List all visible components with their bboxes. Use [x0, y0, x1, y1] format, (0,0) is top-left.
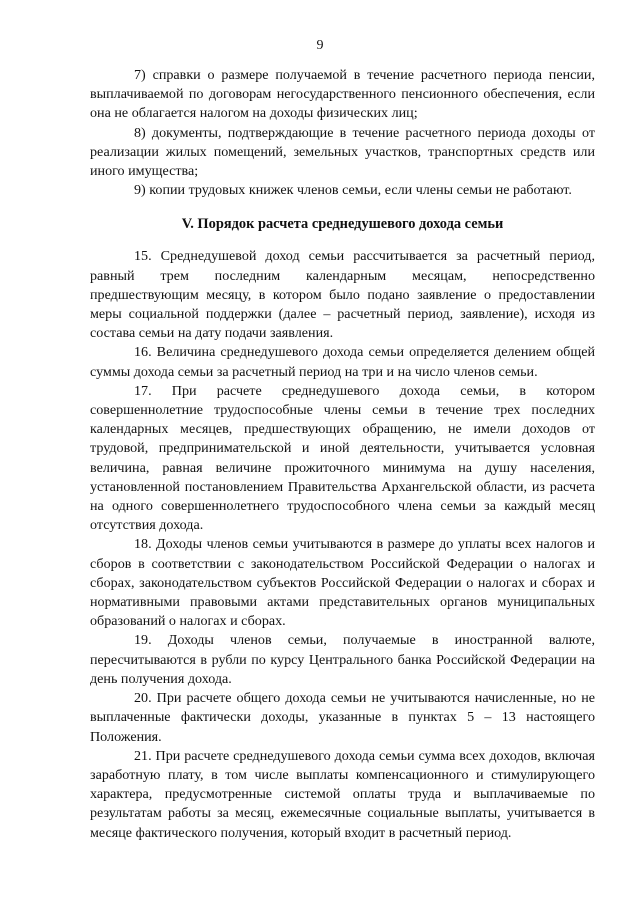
paragraph-18: 18. Доходы членов семьи учитываются в размере до уплаты всех налогов и сборов в соответствии с законодательством Российской Федерации о налогах и сборах, законодательством субъектов Российской Федерации о налогах и сборах и нормативными правовыми актами представительных органов муниципальных образований о налогах и сборах.	[90, 536, 595, 630]
page-number: 9	[316, 38, 324, 53]
list-item-9: 9) копии трудовых книжек членов семьи, если члены семьи не работают.	[134, 182, 572, 199]
section-heading: V. Порядок расчета среднедушевого дохода семьи	[181, 216, 504, 233]
paragraph-15: 15. Среднедушевой доход семьи рассчитывается за расчетный период, равный трем последним календарным месяцам, непосредственно предшествующим месяцу, в котором было подано заявление о предоставлении меры социальной поддержки (далее – расчетный период, заявление), исходя из состава семьи на дату подачи заявления.	[90, 248, 595, 342]
list-item-7: 7) справки о размере получаемой в течение расчетного периода пенсии, выплачиваемой по договорам негосударственного пенсионного обеспечения, если она не облагается налогом на доходы физических лиц;	[90, 67, 595, 122]
list-item-8: 8) документы, подтверждающие в течение расчетного периода доходы от реализации жилых помещений, земельных участков, транспортных средств или иного имущества;	[90, 124, 595, 180]
paragraph-17: 17. При расчете среднедушевого дохода семьи, в котором совершеннолетние трудоспособные члены семьи в течение трех последних календарных месяцев, предшествующих обращению, не имели доходов от трудовой, предпринимательской и иной деятельности, учитывается условная величина, равная величине прожиточного минимума на душу населения, установленной постановлением Правительства Архангельской области, из расчета на одного совершеннолетнего трудоспособного члена семьи за каждый месяц отсутствия дохода.	[90, 382, 595, 534]
paragraph-20: 20. При расчете общего дохода семьи не учитываются начисленные, но не выплаченные фактически доходы, указанные в пунктах 5 – 13 настоящего Положения.	[90, 690, 595, 745]
document-body	[90, 66, 595, 843]
paragraph-19: 19. Доходы членов семьи, получаемые в иностранной валюте, пересчитываются в рубли по курсу Центрального банка Российской Федерации на день получения дохода.	[90, 632, 595, 687]
paragraph-16: 16. Величина среднедушевого дохода семьи определяется делением общей суммы дохода семьи за расчетный период на три и на число членов семьи.	[90, 344, 595, 380]
paragraph-21: 21. При расчете среднедушевого дохода семьи сумма всех доходов, включая заработную плату, в том числе выплаты компенсационного и стимулирующего характера, предусмотренные системой оплаты труда и выплачиваемые по результатам работы за месяц, ежемесячные социальные выплаты, учитывается в месяце фактического получения, который входит в расчетный период.	[90, 747, 595, 841]
